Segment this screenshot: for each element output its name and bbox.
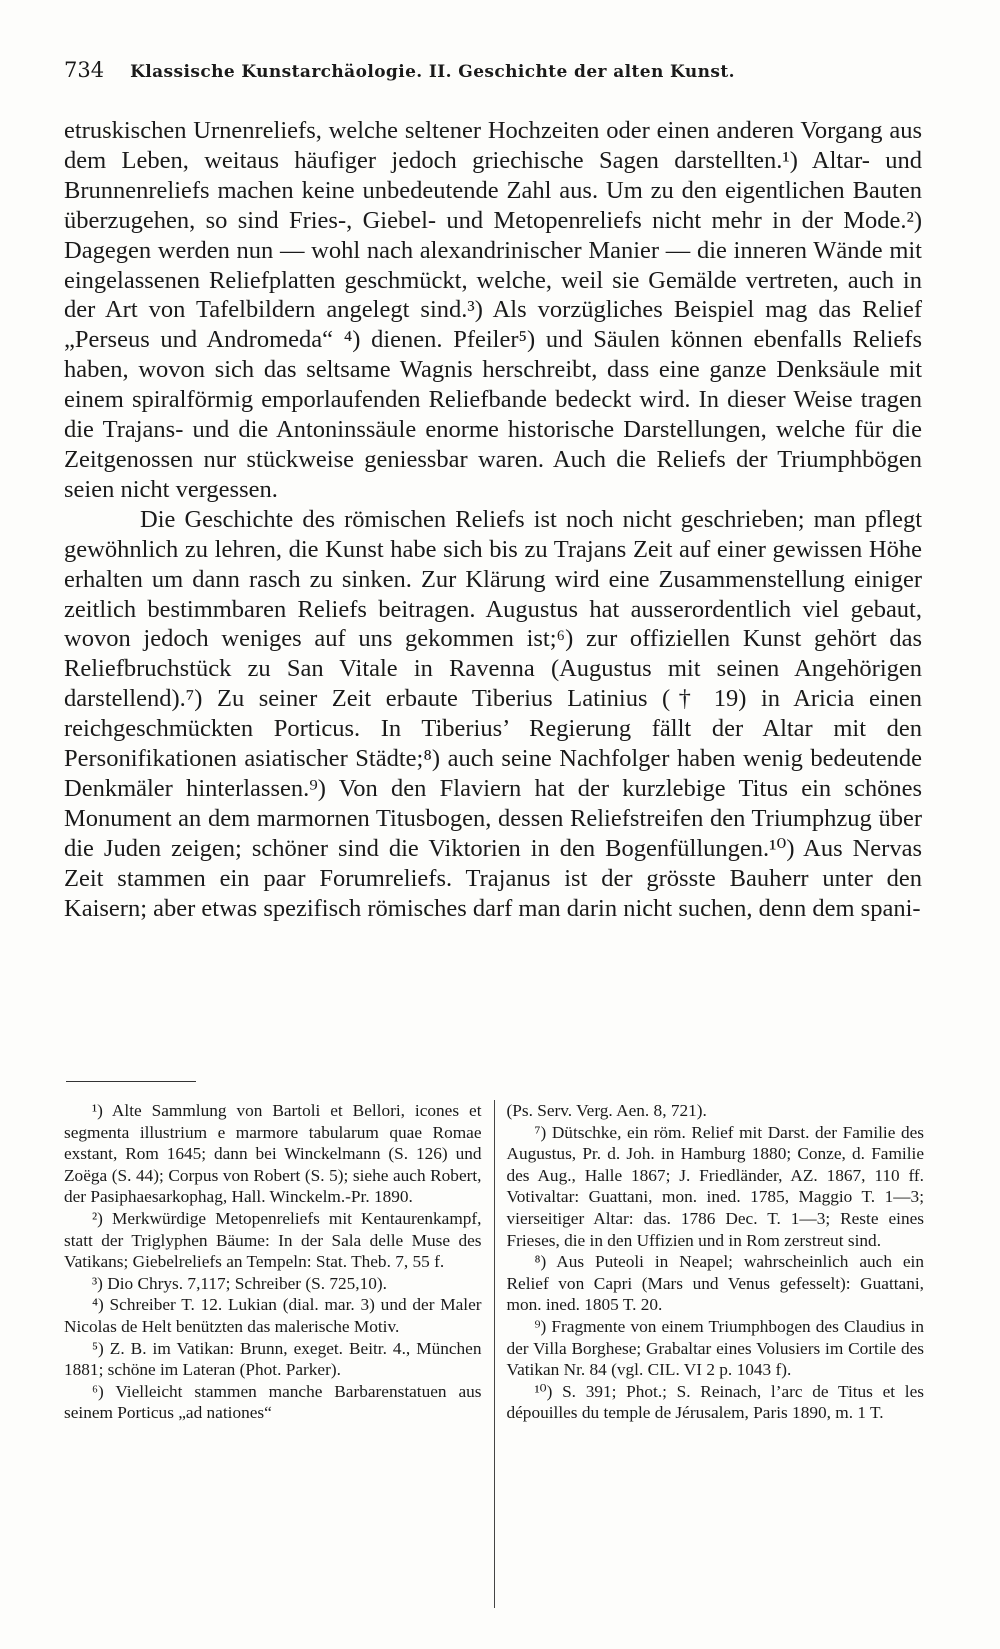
footnote-1: ¹) Alte Sammlung von Bartoli et Bellori, icones et segmenta illustrium e marmore tabularum quae Romae exstant, Rom 1645; dann bei Winckelmann (S. 126) und Zoëga (S. 44); Corpus von Robert (S. 5); siehe auch Robert, der Pasiphaesarkophag, Hall. Winckelm.-Pr. 1890. <box>64 1101 482 1207</box>
footnote-5: ⁵) Z. B. im Vatikan: Brunn, exeget. Beitr. 4., München 1881; schöne im Lateran (Phot. Parker). <box>64 1338 482 1380</box>
column-divider <box>494 1100 495 1608</box>
footnote-6: ⁶) Vielleicht stammen manche Barbarenstatuen aus seinem Porticus „ad nationes“ <box>64 1381 482 1423</box>
page-number: 734 <box>64 58 105 82</box>
running-title: Klassische Kunstarchäologie. II. Geschichte der alten Kunst. <box>130 62 735 82</box>
footnote-7: ⁷) Dütschke, ein röm. Relief mit Darst. der Familie des Augustus, Pr. d. Joh. in Hamburg 1880; Conze, d. Familie des Aug., Halle 1867; J. Friedländer, AZ. 1867, 110 ff. Votivaltar: Guattani, mon. ined. 1785, Maggio T. 1—3; vierseitiger Altar: das. 1786 Dec. T. 1—3; Reste eines Frieses, die in den Uffizien und in Rom zerstreut sind. <box>506 1122 924 1250</box>
footnotes-right-column <box>507 1100 925 1620</box>
footnote-2: ²) Merkwürdige Metopenreliefs mit Kentaurenkampf, statt der Triglyphen Bäume: In der Sala delle Muse des Vatikans; Giebelreliefs an Tempeln: Stat. Theb. 7, 55 f. <box>64 1208 482 1272</box>
footnote-4: ⁴) Schreiber T. 12. Lukian (dial. mar. 3) und der Maler Nicolas de Helt benützten das malerische Motiv. <box>64 1295 482 1336</box>
main-text <box>64 116 922 923</box>
footnotes-left-column <box>64 1100 482 1620</box>
footnote-separator <box>66 1081 196 1082</box>
footnote-6-continued: (Ps. Serv. Verg. Aen. 8, 721). <box>506 1101 707 1120</box>
body-paragraph-1: etruskischen Urnenreliefs, welche seltener Hochzeiten oder einen anderen Vorgang aus dem Leben, weitaus häufiger jedoch griechische Sagen darstellten.¹) Altar- und Brunnenreliefs machen keine unbedeutende Zahl aus. Um zu den eigentlichen Bauten überzugehen, so sind Fries-, Giebel- und Metopenreliefs nicht mehr in der Mode.²) Dagegen werden nun — wohl nach alexandrinischer Manier — die inneren Wände mit eingelassenen Reliefplatten geschmückt, welche, weil sie Gemälde vertreten, auch in der Art von Tafelbildern angelegt sind.³) Als vorzügliches Beispiel mag das Relief „Perseus und Andromeda“ ⁴) dienen. Pfeiler⁵) und Säulen können ebenfalls Reliefs haben, wovon sich das seltsame Wagnis herschreibt, dass eine ganze Denksäule mit einem spiralförmig emporlaufenden Reliefbande bedeckt wird. In dieser Weise tragen die Trajans- und die Antoninssäule enorme historische Darstellungen, welche für die Zeitgenossen nur stückweise geniessbar waren. Auch die Reliefs der Triumphbögen seien nicht vergessen. <box>64 117 922 503</box>
footnote-8: ⁸) Aus Puteoli in Neapel; wahrscheinlich auch ein Relief von Capri (Mars und Venus gefesselt): Guattani, mon. ined. 1805 T. 20. <box>506 1252 924 1315</box>
footnotes <box>64 1100 924 1620</box>
footnote-3: ³) Dio Chrys. 7,117; Schreiber (S. 725,10). <box>92 1273 387 1293</box>
footnote-10: ¹⁰) S. 391; Phot.; S. Reinach, l’arc de Titus et les dépouilles du temple de Jérusalem, Paris 1890, m. 1 T. <box>506 1381 924 1423</box>
body-paragraph-2: Die Geschichte des römischen Reliefs ist noch nicht geschrieben; man pflegt gewöhnlich zu lehren, die Kunst habe sich bis zu Trajans Zeit auf einer gewissen Höhe erhalten um dann rasch zu sinken. Zur Klärung wird eine Zusammenstellung einiger zeitlich bestimmbaren Reliefs beitragen. Augustus hat ausserordentlich viel gebaut, wovon jedoch weniges auf uns gekommen ist;⁶) zur offiziellen Kunst gehört das Reliefbruchstück zu San Vitale in Ravenna (Augustus mit seinen Angehörigen darstellend).⁷) Zu seiner Zeit erbaute Tiberius Latinius († 19) in Aricia einen reichgeschmückten Porticus. In Tiberius’ Regierung fällt der Altar mit den Personifikationen asiatischer Städte;⁸) auch seine Nachfolger haben wenig bedeutende Denkmäler hinterlassen.⁹) Von den Flaviern hat der kurzlebige Titus ein schönes Monument an dem marmornen Titusbogen, dessen Reliefstreifen den Triumphzug über die Juden zeigen; schöner sind die Viktorien in den Bogenfüllungen.¹⁰) Aus Nervas Zeit stammen ein paar Forumreliefs. Trajanus ist der grösste Bauherr unter den Kaisern; aber etwas spezifisch römisches darf man darin nicht suchen, denn dem spani- <box>64 505 922 922</box>
running-header <box>64 58 922 92</box>
footnote-9: ⁹) Fragmente von einem Triumphbogen des Claudius in der Villa Borghese; Grabaltar eines Volusiers im Cortile des Vatikan Nr. 84 (vgl. CIL. VI 2 p. 1043 f). <box>506 1316 924 1380</box>
